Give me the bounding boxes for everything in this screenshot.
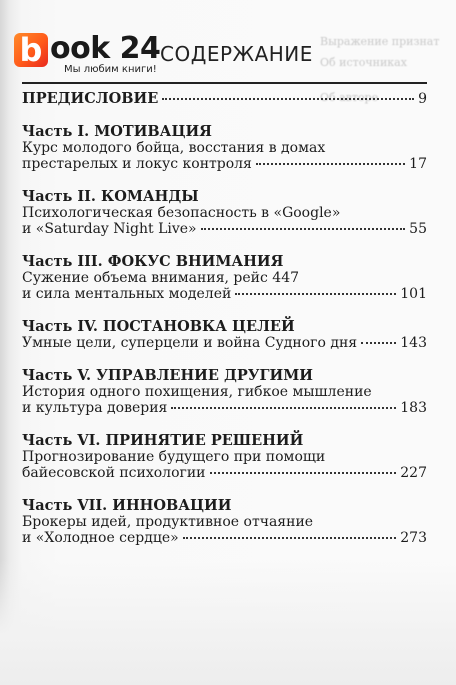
page-number: 17 (409, 156, 427, 172)
table-of-contents (22, 90, 427, 546)
part-title: Часть V. УПРАВЛЕНИЕ ДРУГИМИ (22, 367, 313, 384)
bleed-line: Об источниках (320, 55, 407, 69)
part-description: История одного похищения, гибкое мышление (22, 384, 372, 400)
dot-leader (210, 471, 397, 474)
part-description: Психологическая безопасность в «Google» (22, 205, 341, 221)
title-rule (22, 82, 427, 84)
part-title: Часть III. ФОКУС ВНИМАНИЯ (22, 253, 284, 270)
part-description: Брокеры идей, продуктивное отчаяние (22, 514, 314, 530)
logo-letter: b (19, 31, 43, 69)
logo-slogan: Мы любим книги! (64, 64, 157, 75)
toc-part-7 (22, 497, 427, 546)
dot-leader (162, 97, 414, 100)
logo-text: ook 24 (50, 31, 161, 66)
part-title: Часть IV. ПОСТАНОВКА ЦЕЛЕЙ (22, 318, 295, 335)
part-description-last: и сила ментальных моделей (22, 286, 232, 302)
toc-part-4 (22, 318, 427, 351)
dot-leader (183, 536, 397, 539)
toc-preface (22, 90, 427, 107)
part-description: Курс молодого бойца, восстания в домах (22, 140, 326, 156)
part-description-last: престарелых и локус контроля (22, 156, 252, 172)
page-title: СОДЕРЖАНИЕ (160, 42, 313, 66)
page-number: 9 (418, 91, 427, 107)
part-description-last: и «Saturday Night Live» (22, 221, 197, 237)
part-title: Часть II. КОМАНДЫ (22, 188, 199, 205)
part-description-last: и «Холодное сердце» (22, 530, 179, 546)
bleed-line: Об авторе (320, 90, 379, 104)
dot-leader (235, 292, 396, 295)
page-number: 227 (400, 465, 427, 481)
dot-leader (361, 341, 396, 344)
toc-part-2 (22, 188, 427, 237)
part-description: Сужение объема внимания, рейс 447 (22, 270, 300, 286)
toc-part-1 (22, 123, 427, 172)
part-title: Часть I. МОТИВАЦИЯ (22, 123, 212, 140)
part-description-last: и культура доверия (22, 400, 168, 416)
dot-leader (256, 162, 405, 165)
part-description-last: Умные цели, суперцели и война Судного дня (22, 335, 358, 351)
dot-leader (201, 227, 406, 230)
bleed-line: Выражение признат (320, 35, 440, 48)
toc-part-6 (22, 432, 427, 481)
page-number: 143 (400, 335, 427, 351)
part-description-last: байесовской психологии (22, 465, 206, 481)
part-title: Часть VI. ПРИНЯТИЕ РЕШЕНИЙ (22, 432, 304, 449)
part-description: Прогнозирование будущего при помощи (22, 449, 326, 465)
toc-part-3 (22, 253, 427, 302)
page-number: 183 (400, 400, 427, 416)
part-title: Часть VII. ИННОВАЦИИ (22, 497, 232, 514)
page-number: 101 (400, 286, 427, 302)
page-number: 273 (400, 530, 427, 546)
logo-badge (14, 33, 48, 67)
toc-part-5 (22, 367, 427, 416)
page-number: 55 (409, 221, 427, 237)
page-shadow (0, 560, 456, 685)
preface-title: ПРЕДИСЛОВИЕ (22, 90, 159, 107)
dot-leader (171, 406, 396, 409)
